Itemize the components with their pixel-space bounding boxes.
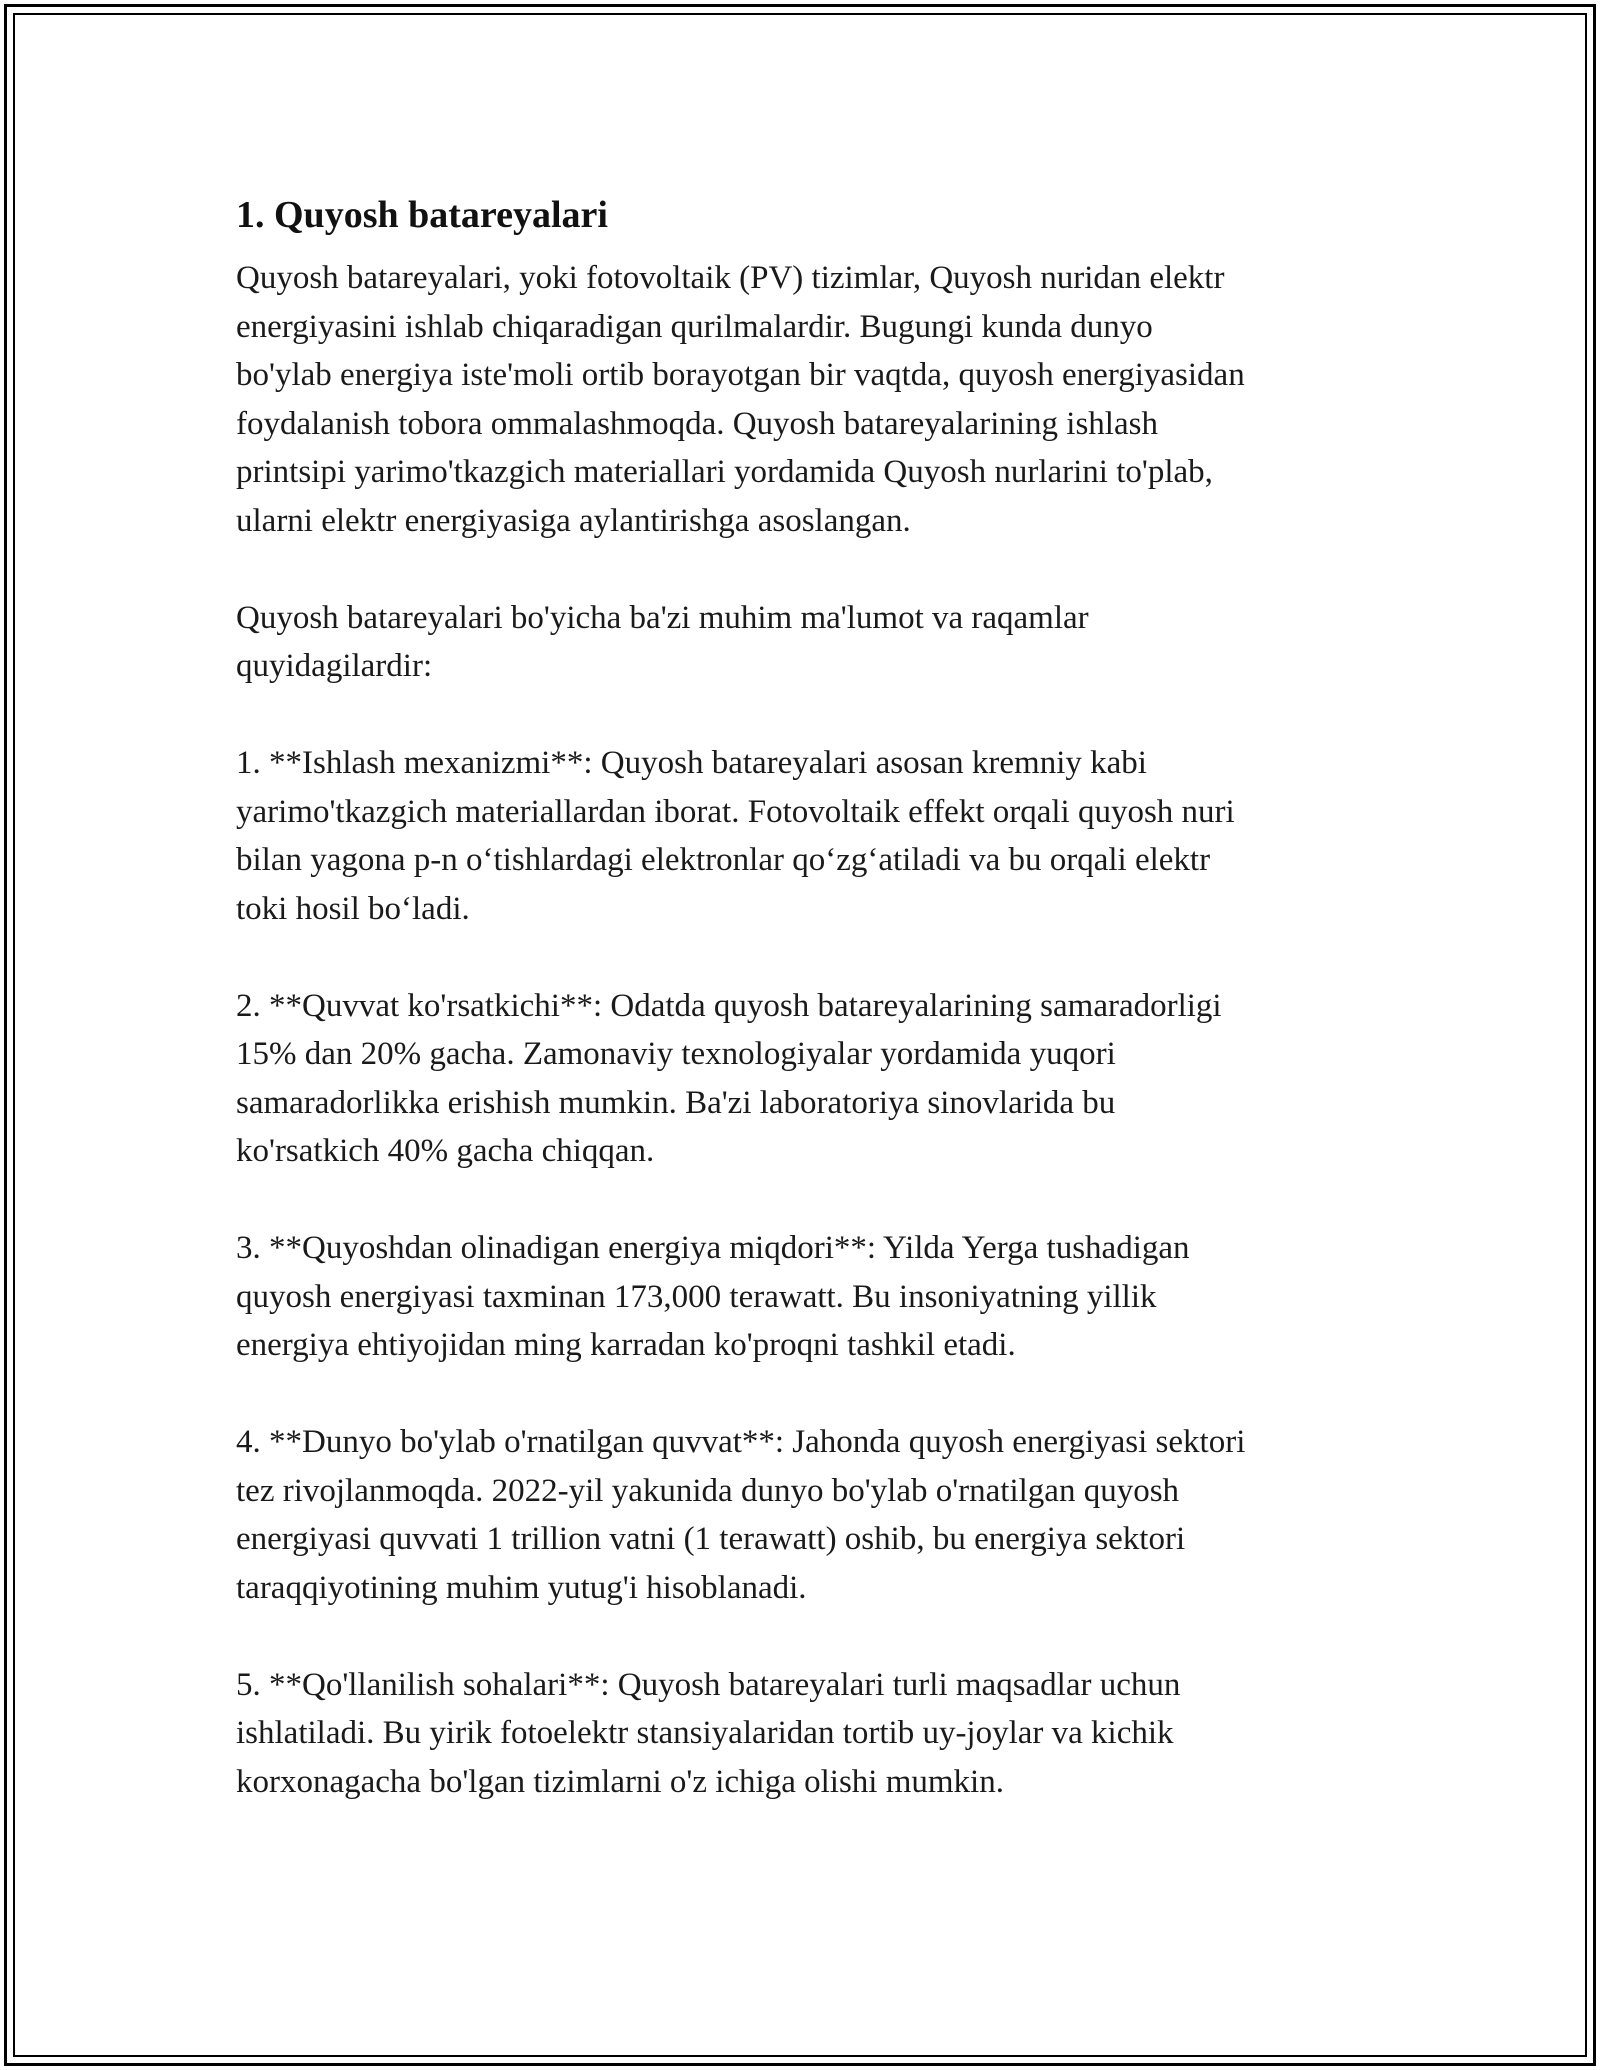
spacer [236,691,1386,740]
list-item-solar-energy-amount: 3. **Quyoshdan olinadigan energiya miqdori**: Yilda Yerga tushadigan quyosh energiyasi taxminan 173,000 terawatt. Bu insoniyatning yillik energiya ehtiyojidan ming karradan ko'proqni tashkil etadi. [236,1230,1190,1363]
list-item-power-indicator: 2. **Quvvat ko'rsatkichi**: Odatda quyosh batareyalarining samaradorligi 15% dan 20% gacha. Zamonaviy texnologiyalar yordamida yuqori samaradorlikka erishish mumkin. Ba'zi laboratoriya sinovlarida bu ko'rsatkich 40% gacha chiqqan. [236,987,1222,1169]
document-body [236,188,1386,1806]
list-intro-paragraph: Quyosh batareyalari bo'yicha ba'zi muhim ma'lumot va raqamlar quyidagilardir: [236,599,1089,684]
spacer [236,1176,1386,1225]
intro-paragraph: Quyosh batareyalari, yoki fotovoltaik (PV) tizimlar, Quyosh nuridan elektr energiyasini ishlab chiqaradigan qurilmalardir. Bugungi kunda dunyo bo'ylab energiya iste'moli ortib borayotgan bir vaqtda, quyosh energiyasidan foydalanish tobora ommalashmoqda. Quyosh batareyalarining ishlash printsipi yarimo'tkazgich materiallari yordamida Quyosh nurlarini to'plab, ularni elektr energiyasiga aylantirishga asoslangan. [236,260,1245,539]
section-heading: 1. Quyosh batareyalari [236,194,608,236]
list-item-working-mechanism: 1. **Ishlash mexanizmi**: Quyosh batareyalari asosan kremniy kabi yarimo'tkazgich materiallardan iborat. Fotovoltaik effekt orqali quyosh nuri bilan yagona p-n o‘tishlardagi elektronlar qo‘zg‘atiladi va bu orqali elektr toki hosil bo‘ladi. [236,745,1235,927]
spacer [236,242,1386,254]
spacer [236,545,1386,594]
spacer [236,1612,1386,1661]
spacer [236,933,1386,982]
list-item-application-areas: 5. **Qo'llanilish sohalari**: Quyosh batareyalari turli maqsadlar uchun ishlatiladi. Bu yirik fotoelektr stansiyalaridan tortib uy-joylar va kichik korxonagacha bo'lgan tizimlarni o'z ichiga olishi mumkin. [236,1666,1181,1800]
spacer [236,1370,1386,1419]
list-item-installed-capacity: 4. **Dunyo bo'ylab o'rnatilgan quvvat**: Jahonda quyosh energiyasi sektori tez rivojlanmoqda. 2022-yil yakunida dunyo bo'ylab o'rnatilgan quyosh energiyasi quvvati 1 trillion vatni (1 terawatt) oshib, bu energiya sektori taraqqiyotining muhim yutug'i hisoblanadi. [236,1424,1246,1606]
